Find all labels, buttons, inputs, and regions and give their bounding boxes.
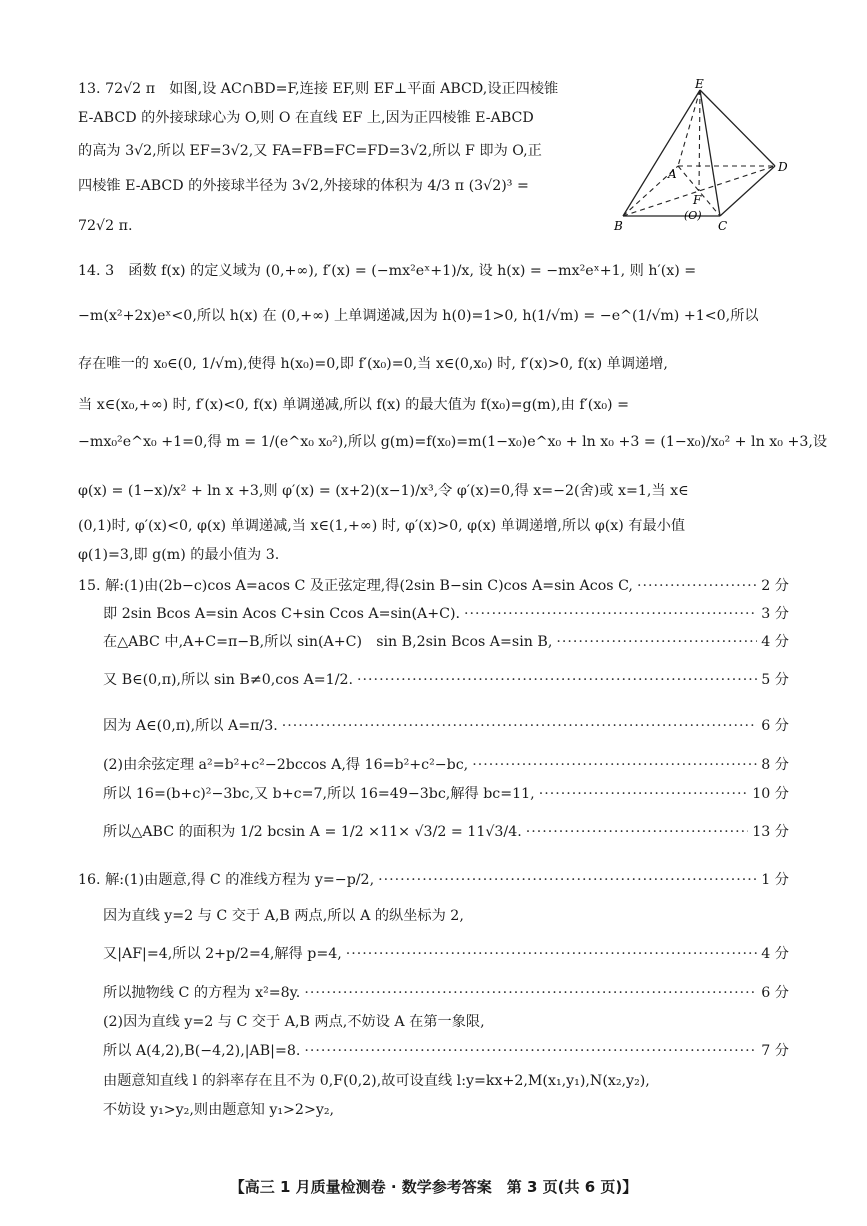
p16-step-6: 所以 A(4,2),B(−4,2),|AB|=8. ····· 7 分	[103, 1041, 789, 1061]
p15-step-4: 又 B∈(0,π),所以 sin B≠0,cos A=1/2. ····· 5 分	[103, 670, 789, 690]
points-label: 4 分	[761, 946, 789, 962]
page-footer: 【高三 1 月质量检测卷 · 数学参考答案 第 3 页(共 6 页)】	[229, 1178, 638, 1196]
p16-step-5: (2)因为直线 y=2 与 C 交于 A,B 两点,不妨设 A 在第一象限,	[103, 1014, 485, 1030]
points-label: 10 分	[752, 786, 789, 802]
p15-step-3: 在△ABC 中,A+C=π−B,所以 sin(A+C) sin B,2sin Bcos A=sin B, ····· 4 分	[103, 632, 789, 652]
points-label: 5 分	[761, 672, 789, 688]
p13-line-3: 的高为 3√2,所以 EF=3√2,又 FA=FB=FC=FD=3√2,所以 F 即为 O,正	[78, 143, 542, 159]
p14-line-1: 14. 3 函数 f(x) 的定义域为 (0,+∞), f′(x) = (−mx²eˣ+1)/x, 设 h(x) = −mx²eˣ+1, 则 h′(x) =	[78, 263, 697, 279]
p16-step-2: 因为直线 y=2 与 C 交于 A,B 两点,所以 A 的纵坐标为 2,	[103, 908, 464, 924]
pyramid-figure	[610, 76, 800, 236]
points-label: 6 分	[761, 985, 789, 1001]
p15-step-8: 所以△ABC 的面积为 1/2 bcsin A = 1/2 ×11× √3/2 = 11√3/4. ····· 13 分	[103, 822, 789, 842]
points-label: 13 分	[752, 824, 789, 840]
p14-line-2: −m(x²+2x)eˣ<0,所以 h(x) 在 (0,+∞) 上单调递减,因为 h(0)=1>0, h(1/√m) = −e^(1/√m) +1<0,所以	[78, 308, 759, 324]
height-EF	[699, 90, 700, 191]
label-C: C	[718, 219, 728, 233]
points-label: 6 分	[761, 718, 789, 734]
p15-step-6: (2)由余弦定理 a²=b²+c²−2bccos A,得 16=b²+c²−bc, ····· 8 分	[103, 755, 789, 775]
p15-step-2: 即 2sin Bcos A=sin Acos C+sin Ccos A=sin(A+C). ····· 3 分	[103, 604, 789, 624]
p15-step-7: 所以 16=(b+c)²−3bc,又 b+c=7,所以 16=49−3bc,解得 bc=11, ····· 10 分	[103, 784, 789, 804]
edge-EA	[678, 90, 700, 166]
label-B: B	[614, 219, 623, 233]
p16-step-3: 又|AF|=4,所以 2+p/2=4,解得 p=4, ····· 4 分	[103, 944, 789, 964]
p15-step-1: 15. 解:(1)由(2b−c)cos A=acos C 及正弦定理,得(2sin B−sin C)cos A=sin Acos C, ····· 2 分	[78, 576, 789, 596]
p13-line-4: 四棱锥 E-ABCD 的外接球半径为 3√2,外接球的体积为 4/3 π (3√2)³ =	[78, 178, 529, 194]
p14-line-8: φ(1)=3,即 g(m) 的最小值为 3.	[78, 547, 280, 563]
edge-ED	[700, 90, 775, 166]
points-label: 2 分	[761, 578, 789, 594]
p14-line-7: (0,1)时, φ′(x)<0, φ(x) 单调递减,当 x∈(1,+∞) 时, φ′(x)>0, φ(x) 单调递增,所以 φ(x) 有最小值	[78, 518, 686, 534]
points-label: 1 分	[761, 872, 789, 888]
points-label: 8 分	[761, 757, 789, 773]
label-O: (O)	[684, 209, 702, 222]
points-label: 7 分	[761, 1043, 789, 1059]
p16-step-7: 由题意知直线 l 的斜率存在且不为 0,F(0,2),故可设直线 l:y=kx+2,M(x₁,y₁),N(x₂,y₂),	[103, 1073, 650, 1089]
label-F: F	[693, 193, 702, 207]
label-A: A	[668, 167, 677, 181]
p14-line-5: −mx₀²e^x₀ +1=0,得 m = 1/(e^x₀ x₀²),所以 g(m)=f(x₀)=m(1−x₀)e^x₀ + ln x₀ +3 = (1−x₀)/x₀² + ln x₀ +3,设	[78, 434, 828, 450]
p16-step-4: 所以抛物线 C 的方程为 x²=8y. ····· 6 分	[103, 983, 789, 1003]
p13-line-5: 72√2 π.	[78, 218, 133, 234]
p13-line-2: E-ABCD 的外接球球心为 O,则 O 在直线 EF 上,因为正四棱锥 E-ABCD	[78, 110, 534, 126]
label-D: D	[778, 160, 788, 174]
edge-EB	[623, 90, 700, 216]
p14-line-3: 存在唯一的 x₀∈(0, 1/√m),使得 h(x₀)=0,即 f′(x₀)=0,当 x∈(0,x₀) 时, f′(x)>0, f(x) 单调递增,	[78, 356, 668, 372]
p16-step-1: 16. 解:(1)由题意,得 C 的准线方程为 y=−p/2, ····· 1 分	[78, 870, 789, 890]
edge-EC	[700, 90, 720, 216]
points-label: 4 分	[761, 634, 789, 650]
label-E: E	[695, 77, 704, 91]
p13-line-1: 13. 72√2 π 如图,设 AC∩BD=F,连接 EF,则 EF⊥平面 ABCD,设正四棱锥	[78, 81, 559, 97]
p14-line-4: 当 x∈(x₀,+∞) 时, f′(x)<0, f(x) 单调递减,所以 f(x) 的最大值为 f(x₀)=g(m),由 f′(x₀) =	[78, 397, 629, 413]
p14-line-6: φ(x) = (1−x)/x² + ln x +3,则 φ′(x) = (x+2)(x−1)/x³,令 φ′(x)=0,得 x=−2(舍)或 x=1,当 x∈	[78, 483, 689, 499]
p15-step-5: 因为 A∈(0,π),所以 A=π/3. ····· 6 分	[103, 716, 789, 736]
points-label: 3 分	[761, 606, 789, 622]
p16-step-8: 不妨设 y₁>y₂,则由题意知 y₁>2>y₂,	[103, 1102, 335, 1118]
edge-CD	[720, 166, 775, 216]
